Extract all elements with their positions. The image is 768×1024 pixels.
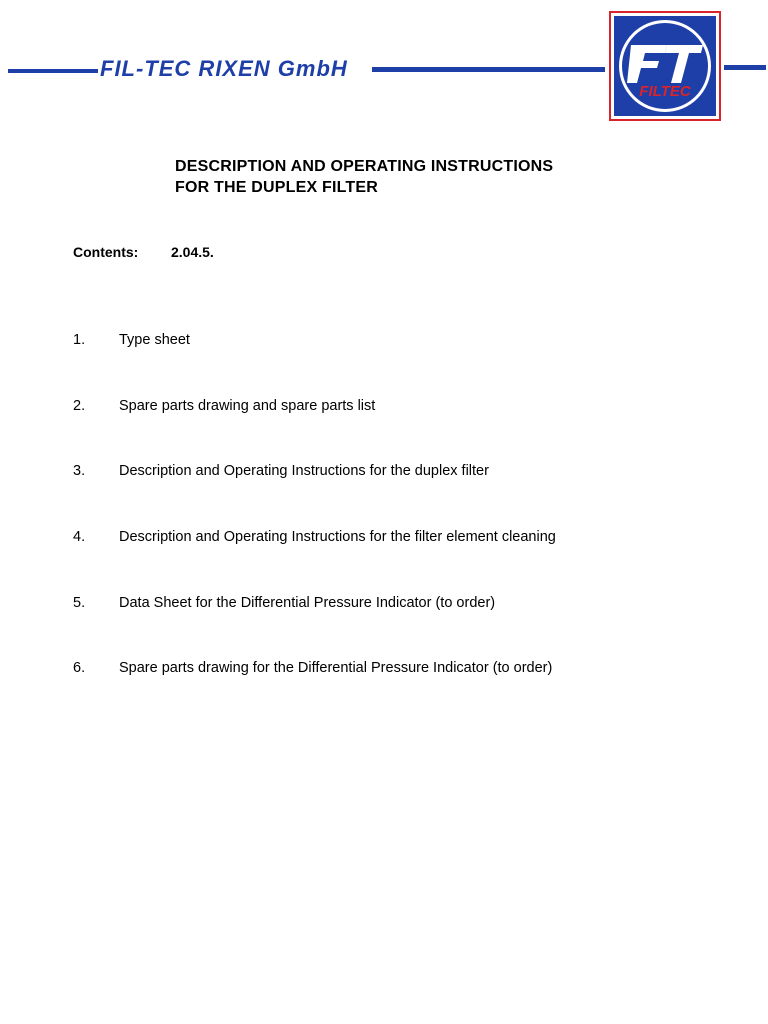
list-item-number: 5. bbox=[73, 595, 86, 611]
logo-text: FILTEC bbox=[639, 83, 691, 100]
list-item-text: Spare parts drawing for the Differential Pressure Indicator (to order) bbox=[119, 660, 553, 676]
header-rule-middle bbox=[372, 67, 605, 72]
list-item-number: 3. bbox=[73, 463, 86, 479]
list-item-number: 1. bbox=[73, 332, 86, 348]
title-line-1: DESCRIPTION AND OPERATING INSTRUCTIONS bbox=[175, 158, 554, 175]
document-title bbox=[175, 156, 553, 198]
list-item-number: 6. bbox=[73, 660, 86, 676]
header-rule-right bbox=[724, 65, 766, 70]
contents-code: 2.04.5. bbox=[171, 244, 214, 260]
list-item-number: 4. bbox=[73, 529, 86, 545]
list-item-text: Type sheet bbox=[119, 332, 190, 348]
filtec-logo bbox=[609, 11, 721, 121]
header-rule-left bbox=[8, 69, 98, 73]
list-item-text: Description and Operating Instructions for the duplex filter bbox=[119, 463, 489, 479]
list-item-text: Data Sheet for the Differential Pressure Indicator (to order) bbox=[119, 595, 496, 611]
company-name: FIL-TEC RIXEN GmbH bbox=[100, 56, 348, 81]
list-item-text: Description and Operating Instructions for the filter element cleaning bbox=[119, 529, 556, 545]
list-item-text: Spare parts drawing and spare parts list bbox=[119, 398, 376, 414]
title-line-2: FOR THE DUPLEX FILTER bbox=[175, 179, 379, 196]
list-item-number: 2. bbox=[73, 398, 86, 414]
contents-label: Contents: bbox=[73, 244, 139, 260]
